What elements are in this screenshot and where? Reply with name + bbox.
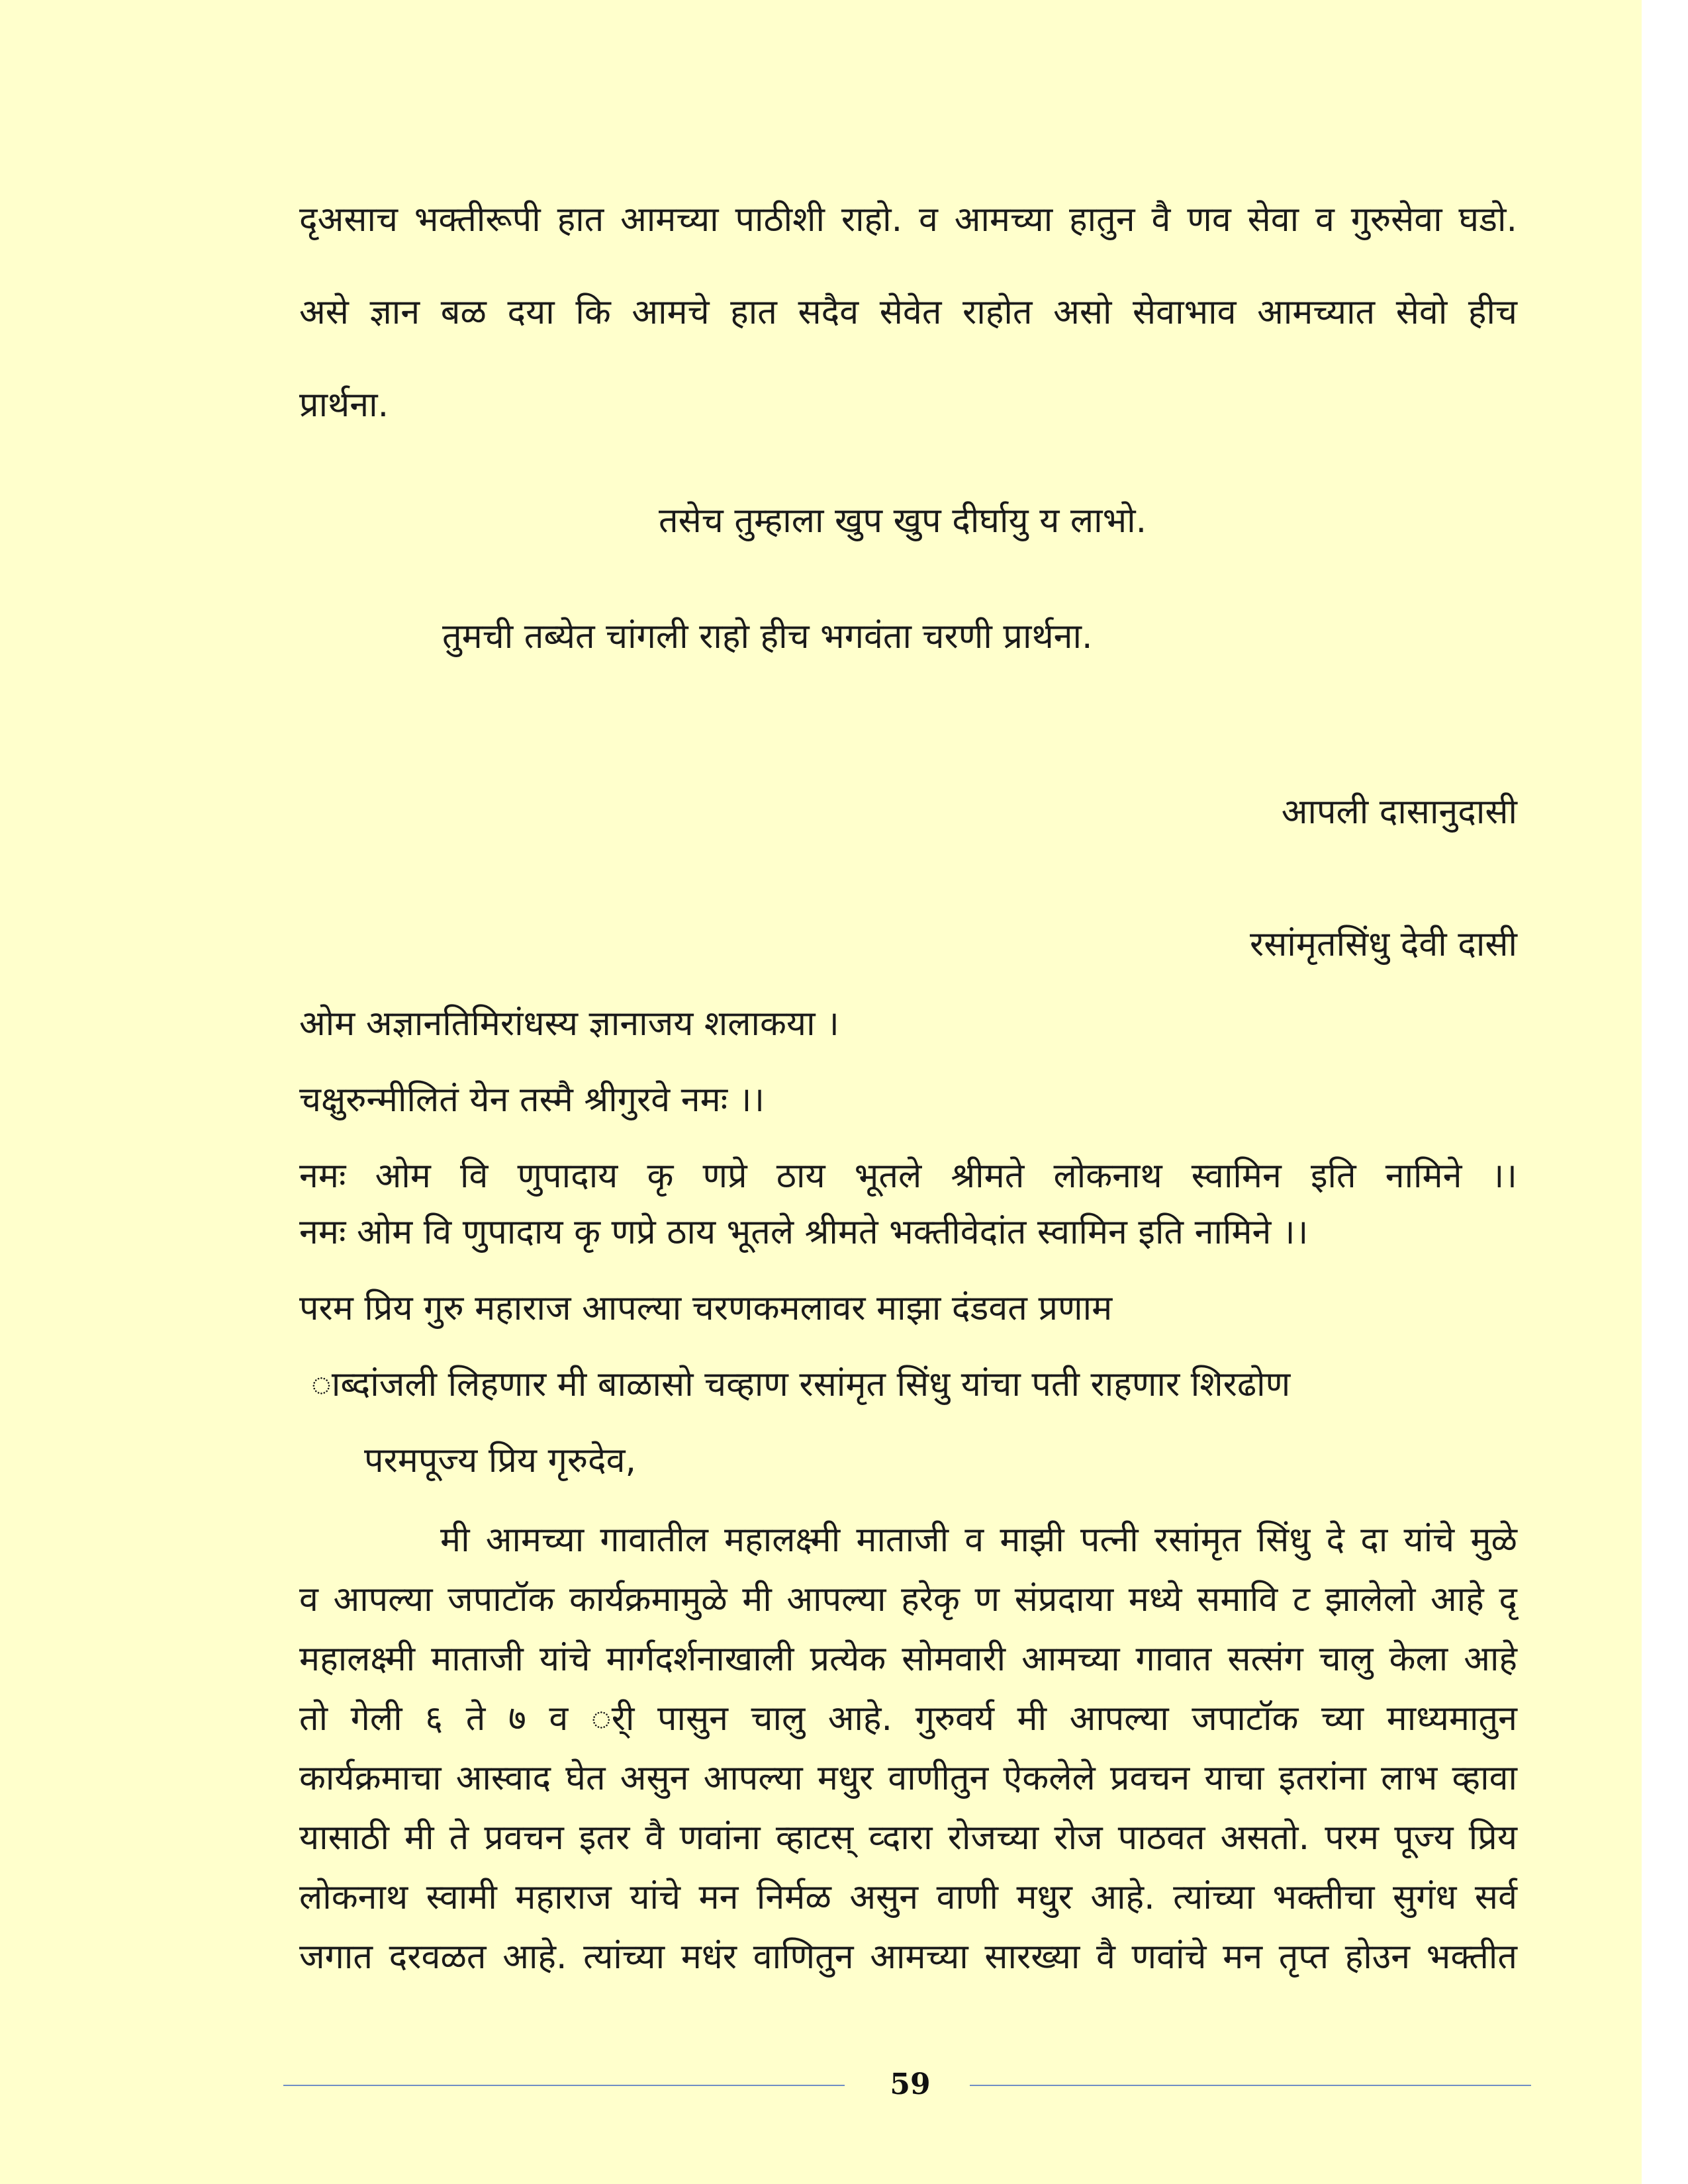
signature-line: रसांमृतसिंधु देवी दासी xyxy=(1250,925,1517,964)
closing-line: आपली दासानुदासी xyxy=(1281,792,1517,832)
body-line-2: व आपल्या जपाटॉक कार्यक्रमामुळे मी आपल्या हरेकृ ण संप्रदाया मध्ये समावि ट झालेलो आहे दृ xyxy=(299,1580,1517,1619)
body-line-8: जगात दरवळत आहे. त्यांच्या मधंर वाणितुन आमच्या सारख्या वै णवांचे मन तृप्त होउन भक्तीत xyxy=(299,1937,1517,1977)
body-line-6: यासाठी मी ते प्रवचन इतर वै णवांना व्हाटस् व्दारा रोजच्या रोज पाठवत असतो. परम पूज्य प्रिय xyxy=(299,1818,1517,1858)
salutation-line: परम प्रिय गुरु महाराज आपल्या चरणकमलावर माझा दंडवत प्रणाम xyxy=(299,1289,1113,1328)
body-line-4: तो गेली ६ ते ७ व र्ी पासुन चालु आहे. गुरुवर्य मी आपल्या जपाटॉक च्या माध्यमातुन xyxy=(299,1699,1517,1739)
author-line: ाब्दांजली लिहणार मी बाळासो चव्हाण रसांमृत सिंधु यांचा पती राहणार शिरढोण xyxy=(311,1365,1291,1404)
footer-rule-right xyxy=(970,2085,1531,2086)
body-line-7: लोकनाथ स्वामी महाराज यांचे मन निर्मळ असुन वाणी मधुर आहे. त्यांच्या भक्तीचा सुगंध सर्व xyxy=(299,1878,1517,1917)
greeting-line: परमपूज्य प्रिय गृरुदेव, xyxy=(364,1441,637,1480)
body-line-5: कार्यक्रमाचा आस्वाद घेत असुन आपल्या मधुर वाणीतुन ऐकलेले प्रवचन याचा इतरांना लाभ व्हावा xyxy=(299,1758,1517,1798)
mantra-line-3: नमः ओम वि णुपादाय कृ णप्रे ठाय भूतले श्रीमते लोकनाथ स्वामिन इति नामिने ।। xyxy=(299,1156,1517,1196)
mantra-line-2: चक्षुरुन्मीलितं येन तस्मै श्रीगुरवे नमः ।। xyxy=(299,1080,765,1120)
prayer-line-3: प्रार्थना. xyxy=(299,385,389,425)
prayer-line-2: असे ज्ञान बळ दया कि आमचे हात सदैव सेवेत राहोत असो सेवाभाव आमच्यात सेवो हीच xyxy=(299,293,1517,332)
body-line-3: महालक्ष्मी माताजी यांचे मार्गदर्शनाखाली प्रत्येक सोमवारी आमच्या गावात सत्संग चालु केला आहे xyxy=(299,1639,1517,1679)
mantra-line-4: नमः ओम वि णुपादाय कृ णप्रे ठाय भूतले श्रीमते भक्तीवेदांत स्वामिन इति नामिने ।। xyxy=(299,1212,1309,1252)
footer-rule-left xyxy=(283,2085,845,2086)
prayer-line-1: दृअसाच भक्तीरूपी हात आमच्या पाठीशी राहो. व आमच्या हातुन वै णव सेवा व गुरुसेवा घडो. xyxy=(299,200,1517,240)
mantra-line-1: ओम अज्ञानतिमिरांधस्य ज्ञानाजय शलाकया । xyxy=(299,1004,839,1044)
body-line-1: मी आमच्या गावातील महालक्ष्मी माताजी व माझी पत्नी रसांमृत सिंधु दे दा यांचे मुळे xyxy=(440,1520,1517,1560)
wish-line-1: तसेच तुम्हाला खुप खुप दीर्घायु य लाभो. xyxy=(659,501,1147,541)
page-number: 59 xyxy=(890,2068,931,2101)
wish-line-2: तुमची तब्येत चांगली राहो हीच भगवंता चरणी प्रार्थना. xyxy=(442,617,1093,657)
